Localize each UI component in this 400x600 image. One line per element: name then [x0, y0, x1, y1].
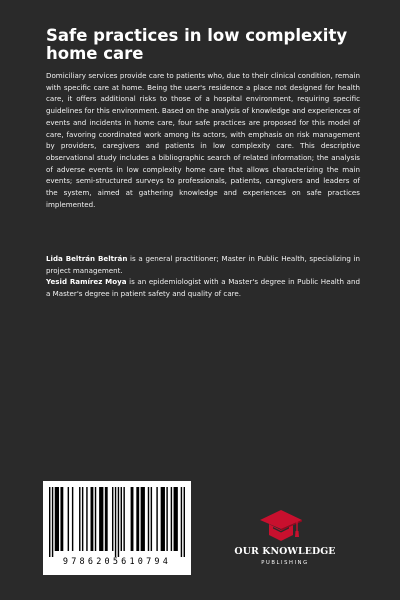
isbn-barcode — [43, 481, 191, 575]
barcode-bar — [105, 487, 108, 551]
author-bio-text-2: is an epidemiologist with a Master's degree in Public Health and a Master's degree in patient safety and quality of care. — [46, 277, 360, 298]
barcode-bar — [156, 487, 157, 551]
barcode-bar — [68, 487, 69, 551]
isbn-number: 9786205610794 — [62, 557, 172, 567]
barcode-bar — [72, 487, 73, 551]
barcode-bar — [171, 487, 172, 551]
barcode-bar — [123, 487, 124, 551]
publisher-logo — [229, 509, 341, 569]
barcode-bar — [166, 487, 167, 551]
barcode-bar — [115, 487, 116, 557]
barcode-bar — [112, 487, 113, 551]
barcode-bar — [49, 487, 50, 557]
barcode-bar — [141, 487, 145, 551]
barcode-bar — [151, 487, 152, 551]
barcode-bar — [184, 487, 185, 557]
barcode-bar — [82, 487, 83, 551]
barcode-bar — [131, 487, 134, 551]
barcode-bar — [91, 487, 94, 551]
barcode-bar — [118, 487, 119, 557]
publisher-name: OUR KNOWLEDGE — [234, 546, 336, 557]
author-bio-2 — [46, 276, 360, 299]
barcode-bar — [181, 487, 182, 557]
author-bio-text-1: is a general practitioner; Master in Public Health, specializing in project management. — [46, 254, 360, 275]
barcode-bar — [136, 487, 139, 551]
barcode-bars — [49, 487, 185, 557]
barcode-bar — [55, 487, 59, 551]
barcode-bar — [79, 487, 80, 551]
barcode-bar — [99, 487, 103, 551]
book-abstract: Domiciliary services provide care to patients who, due to their clinical condition, remain with specific care at home. Being the user's residence a place not designed for health care, it offers additional risks to those of a hospital environment, requiring specific guidelines for this environment. Based on the analysis of knowledge and experiences of events and incidents in home care, four safe practices are proposed for this model of care, favoring coordinated work among its actors, with emphasis on risk management by providers, caregivers and patients in low complexity care. This descriptive observational study includes a bibliographic search of related information; the analysis of adverse events in low complexity home care that allows characterizing the main events; semi-structured surveys to professionals, patients, caregivers and leaders of the system, aimed at gathering knowledge and experiences on safe practices implemented. — [46, 71, 360, 209]
author-bio-1 — [46, 253, 360, 276]
barcode-bar — [95, 487, 96, 551]
author-name-1: Lida Beltrán Beltrán — [46, 254, 128, 263]
author-name-2: Yesid Ramírez Moya — [46, 277, 127, 286]
barcode-bar — [86, 487, 87, 551]
graduation-cap-logo-icon — [259, 509, 303, 543]
barcode-bar — [52, 487, 53, 557]
barcode-bar — [121, 487, 122, 551]
barcode-bar — [60, 487, 63, 551]
book-title: Safe practices in low complexity home care — [46, 26, 348, 63]
barcode-bar — [148, 487, 149, 551]
barcode-bar — [174, 487, 178, 551]
barcode-bar — [161, 487, 165, 551]
publisher-tagline: PUBLISHING — [261, 560, 309, 566]
